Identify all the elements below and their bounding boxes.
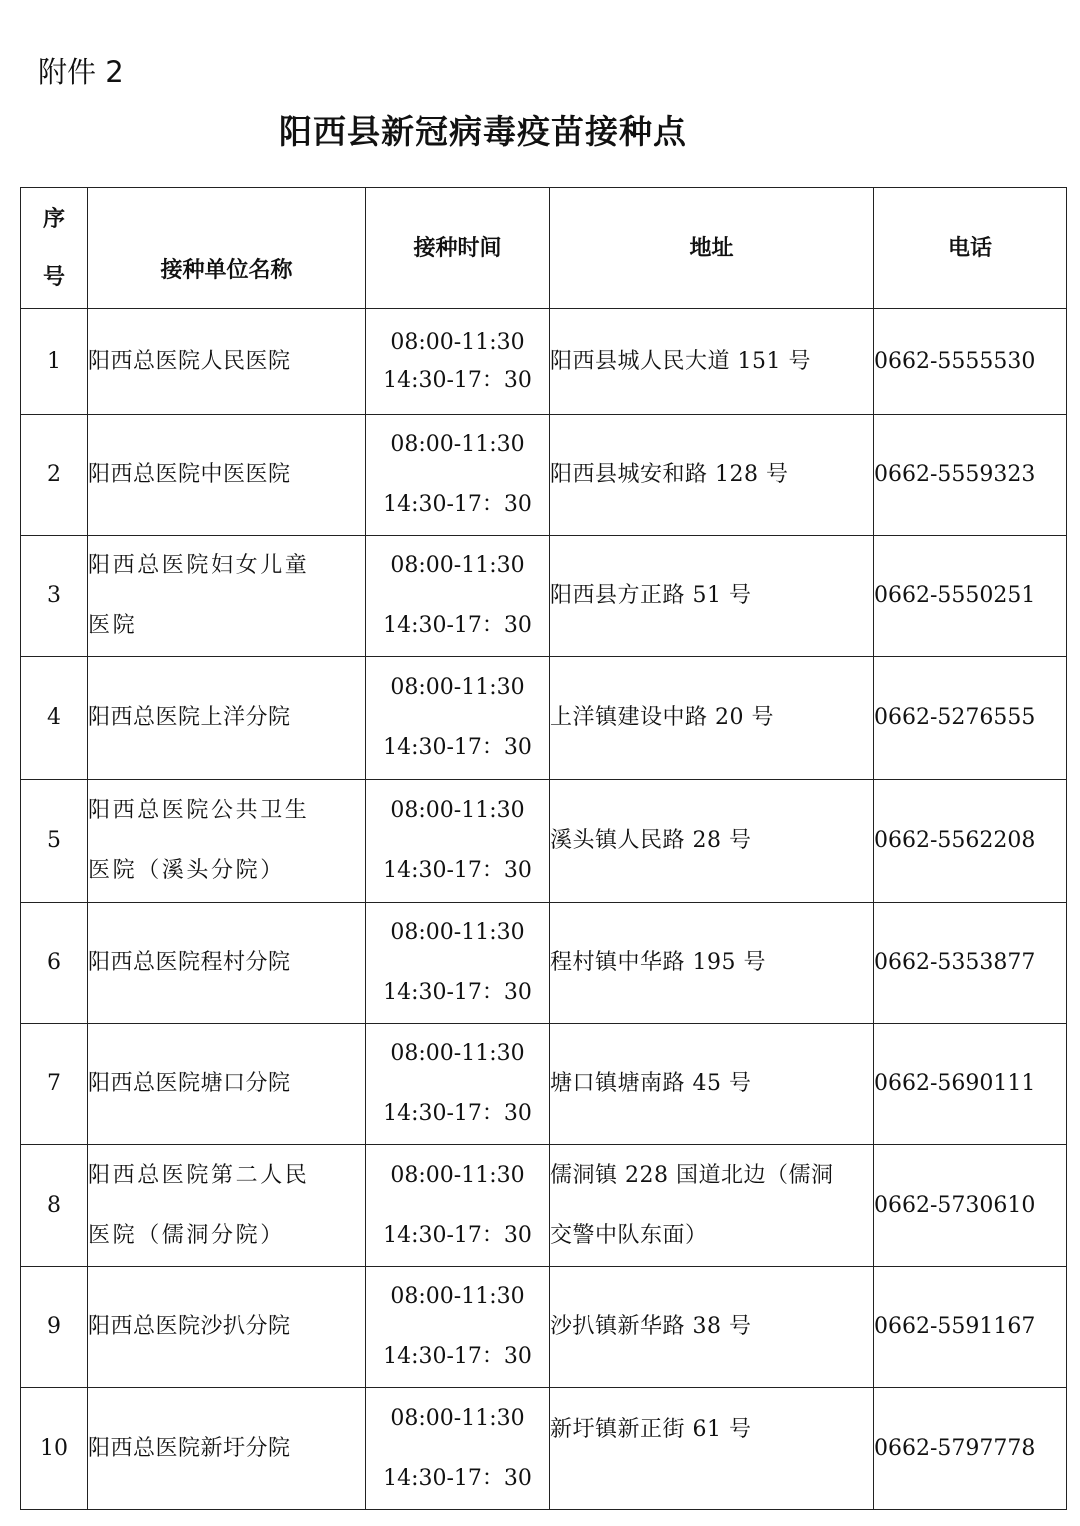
header-address: 地址 — [550, 188, 874, 309]
time-pm: 14:30-17：30 — [383, 1222, 532, 1248]
time-pm: 14:30-17：30 — [383, 613, 532, 638]
row-name: 阳西总医院公共卫生 医院（溪头分院） — [88, 780, 366, 903]
row-time — [366, 1267, 550, 1388]
table-row — [21, 536, 1067, 657]
row-address: 溪头镇人民路 28 号 — [550, 780, 874, 903]
row-phone: 0662-5559323 — [874, 415, 1067, 536]
time-am: 08:00-11:30 — [390, 675, 525, 700]
row-address: 阳西县方正路 51 号 — [550, 536, 874, 657]
row-seq: 7 — [21, 1024, 88, 1145]
row-seq: 4 — [21, 657, 88, 780]
row-name: 阳西总医院中医医院 — [88, 415, 366, 536]
row-phone: 0662-5276555 — [874, 657, 1067, 780]
header-seq-line2: 号 — [42, 264, 65, 290]
time-pm: 14:30-17：30 — [383, 1101, 532, 1126]
time-pm: 14:30-17：30 — [383, 858, 532, 883]
row-time — [366, 1024, 550, 1145]
row-name: 阳西总医院妇女儿童 医院 — [88, 536, 366, 657]
row-time — [366, 415, 550, 536]
row-phone: 0662-5690111 — [874, 1024, 1067, 1145]
time-pm: 14:30-17：30 — [383, 735, 532, 760]
time-pm: 14:30-17：30 — [383, 492, 532, 517]
row-phone: 0662-5562208 — [874, 780, 1067, 903]
document-title: 阳西县新冠病毒疫苗接种点 — [279, 112, 687, 151]
time-am: 08:00-11:30 — [390, 1041, 525, 1066]
row-name: 阳西总医院沙扒分院 — [88, 1267, 366, 1388]
row-phone: 0662-5353877 — [874, 903, 1067, 1024]
header-phone: 电话 — [874, 188, 1067, 309]
row-address: 阳西县城人民大道 151 号 — [550, 309, 874, 415]
time-am: 08:00-11:30 — [390, 329, 525, 355]
table-row — [21, 1388, 1067, 1510]
row-seq: 8 — [21, 1145, 88, 1267]
time-am: 08:00-11:30 — [390, 432, 525, 457]
row-phone: 0662-5730610 — [874, 1145, 1067, 1267]
time-am: 08:00-11:30 — [390, 1162, 525, 1188]
row-address: 上洋镇建设中路 20 号 — [550, 657, 874, 780]
table-row — [21, 1024, 1067, 1145]
time-pm: 14:30-17：30 — [383, 980, 532, 1005]
row-phone: 0662-5555530 — [874, 309, 1067, 415]
row-time — [366, 1388, 550, 1510]
table-header-row — [21, 188, 1067, 309]
table-row — [21, 903, 1067, 1024]
row-address: 阳西县城安和路 128 号 — [550, 415, 874, 536]
time-pm: 14:30-17：30 — [383, 367, 532, 393]
row-phone: 0662-5797778 — [874, 1388, 1067, 1510]
table-row — [21, 1267, 1067, 1388]
attachment-label: 附件 2 — [38, 55, 124, 89]
row-name: 阳西总医院人民医院 — [88, 309, 366, 415]
row-name: 阳西总医院新圩分院 — [88, 1388, 366, 1510]
row-seq: 6 — [21, 903, 88, 1024]
table-row — [21, 780, 1067, 903]
header-seq — [21, 188, 88, 309]
row-name: 阳西总医院塘口分院 — [88, 1024, 366, 1145]
row-name: 阳西总医院上洋分院 — [88, 657, 366, 780]
row-seq: 5 — [21, 780, 88, 903]
time-am: 08:00-11:30 — [390, 1405, 525, 1431]
table-row — [21, 1145, 1067, 1267]
row-address: 塘口镇塘南路 45 号 — [550, 1024, 874, 1145]
header-name: 接种单位名称 — [88, 188, 366, 309]
row-seq: 3 — [21, 536, 88, 657]
row-time — [366, 903, 550, 1024]
row-time — [366, 780, 550, 903]
row-time — [366, 536, 550, 657]
table-row — [21, 657, 1067, 780]
row-address: 程村镇中华路 195 号 — [550, 903, 874, 1024]
row-phone: 0662-5591167 — [874, 1267, 1067, 1388]
row-name: 阳西总医院程村分院 — [88, 903, 366, 1024]
row-name: 阳西总医院第二人民 医院（儒洞分院） — [88, 1145, 366, 1267]
row-seq: 1 — [21, 309, 88, 415]
time-am: 08:00-11:30 — [390, 920, 525, 945]
table-row — [21, 415, 1067, 536]
header-seq-line1: 序 — [42, 206, 65, 232]
time-pm: 14:30-17：30 — [383, 1344, 532, 1369]
row-time — [366, 309, 550, 415]
time-am: 08:00-11:30 — [390, 798, 525, 823]
time-am: 08:00-11:30 — [390, 553, 525, 578]
table-row — [21, 309, 1067, 415]
row-seq: 2 — [21, 415, 88, 536]
row-address: 沙扒镇新华路 38 号 — [550, 1267, 874, 1388]
header-time: 接种时间 — [366, 188, 550, 309]
row-time — [366, 657, 550, 780]
row-address: 新圩镇新正街 61 号 — [550, 1388, 874, 1510]
time-pm: 14:30-17：30 — [383, 1465, 532, 1491]
row-address: 儒洞镇 228 国道北边（儒洞 交警中队东面） — [550, 1145, 874, 1267]
row-phone: 0662-5550251 — [874, 536, 1067, 657]
row-time — [366, 1145, 550, 1267]
row-seq: 10 — [21, 1388, 88, 1510]
vaccination-sites-table — [20, 187, 1067, 1510]
row-seq: 9 — [21, 1267, 88, 1388]
time-am: 08:00-11:30 — [390, 1284, 525, 1309]
